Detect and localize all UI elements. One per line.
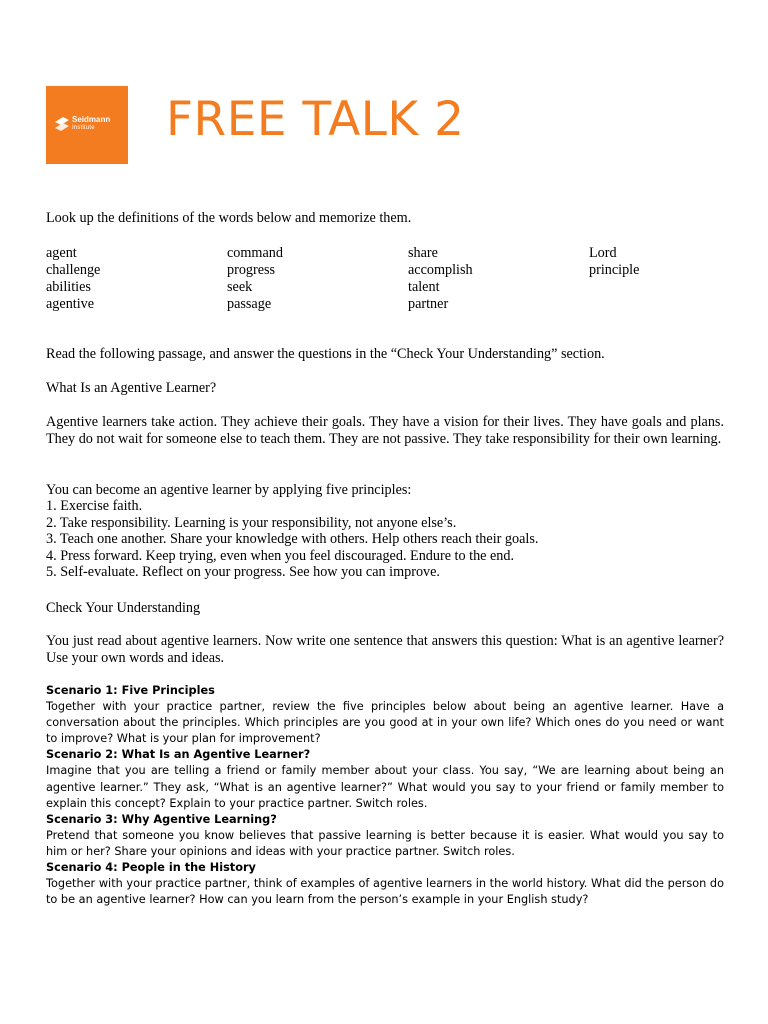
vocab-word: seek	[227, 279, 253, 295]
scenario-text: Imagine that you are telling a friend or family member about your class. You say, “We are learning about being an agentive learner.” They ask, “What is an agentive learner?” What would you say to your friend or family member to explain this concept? Explain to your practice partner. Switch roles.	[46, 764, 724, 810]
vocab-word: talent	[408, 279, 440, 295]
vocab-word: passage	[227, 296, 272, 312]
passage-paragraph: Agentive learners take action. They achieve their goals. They have a vision for their lives. They have goals and plans. They do not wait for someone else to teach them. They are not passive. They take responsibility for their own learning.	[46, 414, 724, 447]
seidmann-logo	[46, 86, 128, 164]
principle-item: 1. Exercise faith.	[46, 498, 143, 514]
vocab-word: agentive	[46, 296, 95, 312]
scenario-title: Scenario 4: People in the History	[46, 861, 256, 875]
vocab-word: challenge	[46, 262, 101, 278]
logo-name: Seidmann	[72, 115, 111, 124]
principle-item: 4. Press forward. Keep trying, even when you feel discouraged. Endure to the end.	[46, 547, 515, 564]
vocabulary-grid	[46, 245, 726, 313]
check-understanding-title: Check Your Understanding	[46, 600, 201, 616]
scenario-title: Scenario 2: What Is an Agentive Learner?	[46, 748, 311, 762]
vocab-word: command	[227, 245, 283, 261]
principles-intro: You can become an agentive learner by applying five principles:	[46, 482, 412, 498]
vocab-word	[589, 279, 726, 296]
intro-text: Look up the definitions of the words below and memorize them.	[46, 210, 412, 226]
vocab-word	[589, 296, 726, 313]
page-title: FREE TALK 2	[166, 92, 465, 147]
principle-item: 2. Take responsibility. Learning is your responsibility, not anyone else’s.	[46, 514, 457, 531]
vocab-word: principle	[589, 262, 640, 278]
vocab-word: abilities	[46, 279, 91, 295]
vocab-word: share	[408, 245, 438, 261]
logo-mark-icon	[53, 114, 71, 136]
vocab-word: Lord	[589, 245, 617, 261]
logo-subtitle: Institute	[72, 125, 95, 131]
scenario-text: Pretend that someone you know believes that passive learning is better because it is easier. What would you say to him or her? Share your opinions and ideas with your practice partner. Switch roles.	[46, 828, 724, 858]
vocab-word: progress	[227, 262, 276, 278]
scenario-text: Together with your practice partner, think of examples of agentive learners in the world history. What did the person do to be an agentive learner? How can you learn from the person’s example in your English study?	[46, 877, 724, 907]
scenario-text: Together with your practice partner, review the five principles below about being an agentive learner. Have a conversation about the principles. Which principles are you good at in your own life? Which ones do you need or want to improve? What is your plan for improvement?	[46, 700, 724, 746]
scenario-title: Scenario 1: Five Principles	[46, 684, 215, 697]
scenarios-section	[46, 683, 724, 908]
scenario-title: Scenario 3: Why Agentive Learning?	[46, 812, 277, 826]
vocab-word: accomplish	[408, 262, 473, 278]
principle-item: 3. Teach one another. Share your knowledge with others. Help others reach their goals.	[46, 531, 539, 547]
vocab-word: partner	[408, 296, 449, 312]
vocab-word: agent	[46, 245, 77, 261]
check-understanding-text: You just read about agentive learners. Now write one sentence that answers this question: What is an agentive learner? Use your own words and ideas.	[46, 633, 724, 666]
passage-title: What Is an Agentive Learner?	[46, 380, 217, 396]
principle-item: 5. Self-evaluate. Reflect on your progress. See how you can improve.	[46, 564, 440, 580]
principles-list	[46, 498, 724, 581]
instruction-text: Read the following passage, and answer the questions in the “Check Your Understanding” section.	[46, 346, 605, 362]
logo-text	[72, 116, 110, 131]
